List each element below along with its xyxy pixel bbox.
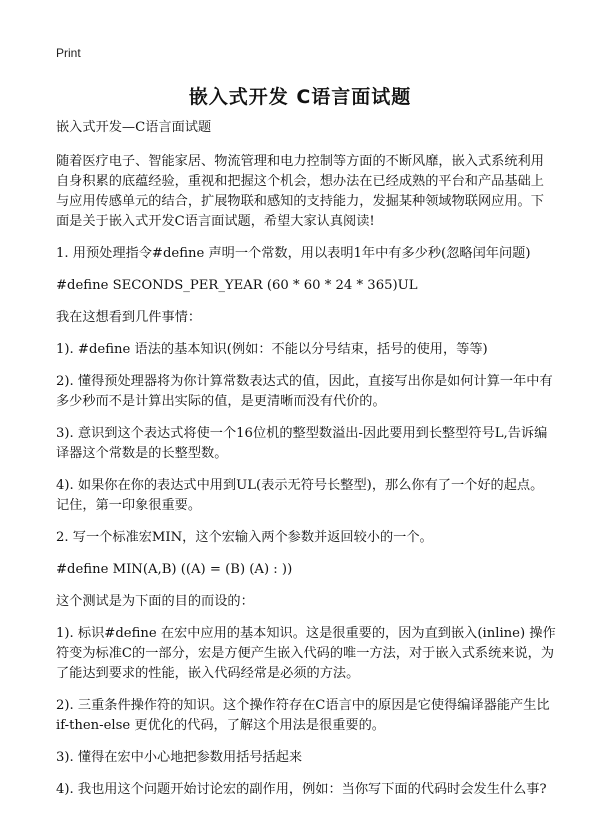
answer-point-1: 1). #define 语法的基本知识(例如：不能以分号结束，括号的使用，等等) xyxy=(56,342,488,357)
test-point-2: 2). 三重条件操作符的知识。这个操作符存在C语言中的原因是它使得编译器能产生比if-then-else 更优化的代码，了解这个用法是很重要的。 xyxy=(56,698,550,733)
answer-point-3: 3). 意识到这个表达式将使一个16位机的整型数溢出-因此要用到长整型符号L,告诉编译器这个常数是的长整型数。 xyxy=(56,426,548,461)
test-purpose-intro: 这个测试是为下面的目的而设的： xyxy=(56,594,254,609)
answer-point-2: 2). 懂得预处理器将为你计算常数表达式的值，因此，直接写出你是如何计算一年中有多少秒而不是计算出实际的值，是更清晰而没有代价的。 xyxy=(56,374,553,409)
test-point-4: 4). 我也用这个问题开始讨论宏的副作用，例如：当你写下面的代码时会发生什么事? xyxy=(56,782,547,797)
answer-point-4: 4). 如果你在你的表达式中用到UL(表示无符号长整型)，那么你有了一个好的起点。记住，第一印象很重要。 xyxy=(56,478,544,513)
document-subtitle: 嵌入式开发—C语言面试题 xyxy=(56,120,212,135)
question-2: 2. 写一个标准宏MIN，这个宏输入两个参数并返回较小的一个。 xyxy=(56,530,433,545)
code-line-seconds: #define SECONDS_PER_YEAR (60 * 60 * 24 * 365)UL xyxy=(56,278,418,293)
document-body xyxy=(56,118,556,812)
print-label: Print xyxy=(56,46,81,60)
answer-intro: 我在这想看到几件事情： xyxy=(56,310,202,325)
page-title: 嵌入式开发 C语言面试题 xyxy=(188,86,412,108)
intro-paragraph: 随着医疗电子、智能家居、物流管理和电力控制等方面的不断风靡，嵌入式系统利用自身积累的底蕴经验，重视和把握这个机会，想办法在已经成熟的平台和产品基础上与应用传感单元的结合，扩展物联和感知的支持能力，发掘某种领域物联网应用。下面是关于嵌入式开发C语言面试题，希望大家认真阅读! xyxy=(56,154,544,229)
test-point-1: 1). 标识#define 在宏中应用的基本知识。这是很重要的，因为直到嵌入(inline) 操作符变为标准C的一部分，宏是方便产生嵌入代码的唯一方法，对于嵌入式系统来说，为了能达到要求的性能，嵌入代码经常是必须的方法。 xyxy=(56,626,556,681)
question-1: 1. 用预处理指令#define 声明一个常数，用以表明1年中有多少秒(忽略闰年问题) xyxy=(56,246,531,261)
test-point-3: 3). 懂得在宏中小心地把参数用括号括起来 xyxy=(56,750,303,765)
code-line-min: #define MIN(A,B) ((A) = (B) (A) : )) xyxy=(56,562,293,577)
